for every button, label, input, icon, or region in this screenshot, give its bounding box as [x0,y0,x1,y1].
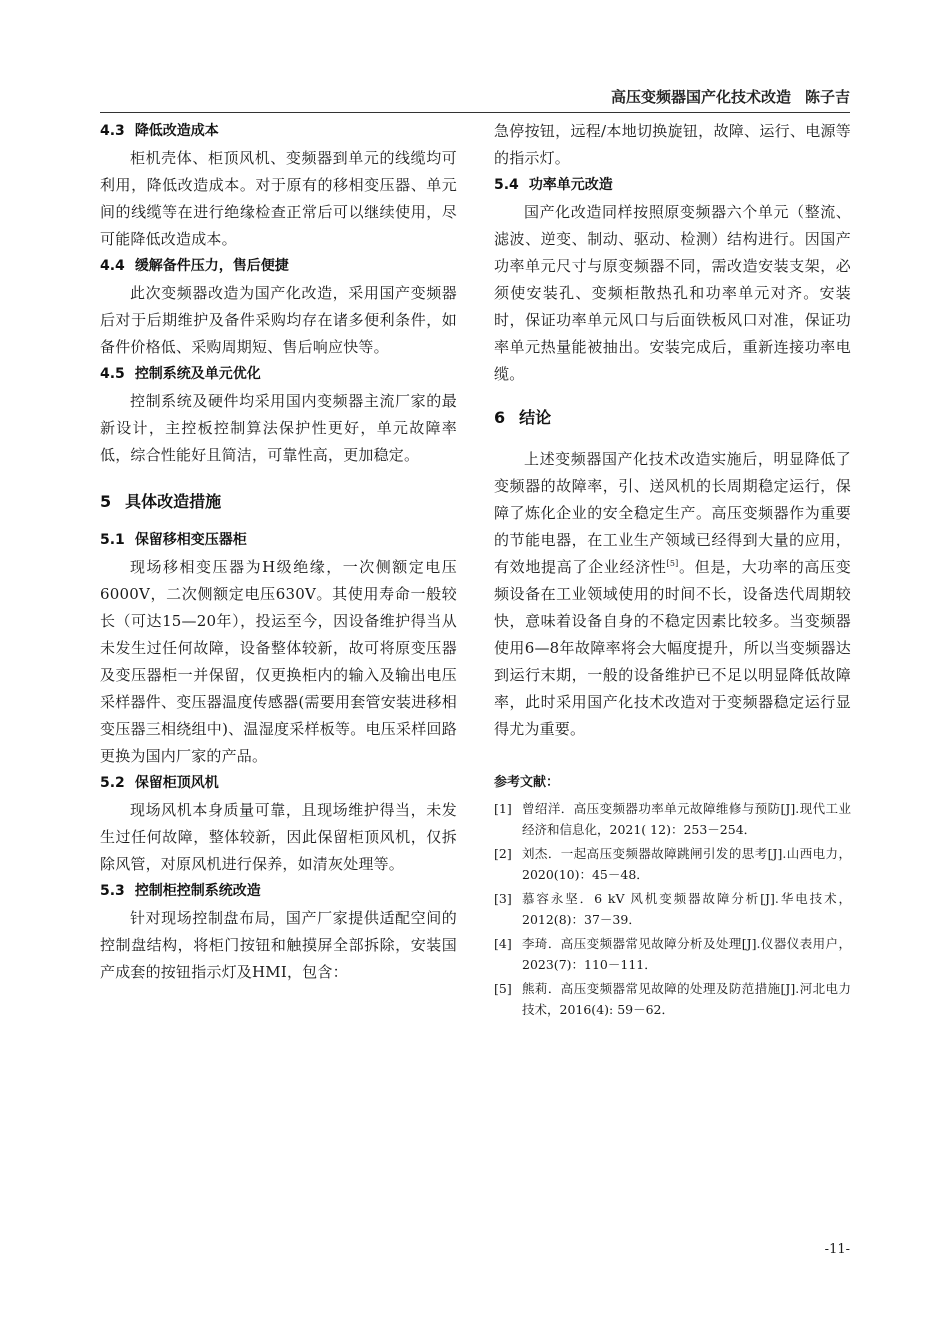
section-5-3-continued: 急停按钮，远程/本地切换旋钮，故障、运行、电源等的指示灯。 [494,122,851,167]
reference-list [494,798,851,1020]
section-heading-5: 5 具体改造措施 [100,492,222,511]
section-4-4-text: 此次变频器改造为国产化改造，采用国产变频器后对于后期维护及备件采购均存在诸多便利条件，如备件价格低、采购周期短、售后响应快等。 [100,284,457,356]
section-heading-5-3: 5.3 控制柜控制系统改造 [100,883,261,899]
reference-item: [1] 曾绍洋．高压变频器功率单元故障维修与预防[J].现代工业经济和信息化，2021( 12)：253－254． [494,801,851,837]
page-number: -11- [824,1242,850,1257]
left-column [100,118,457,986]
section-5-2-text: 现场风机本身质量可靠，且现场维护得当，未发生过任何故障，整体较新，因此保留柜顶风机，仅拆除风管，对原风机进行保养，如清灰处理等。 [100,801,457,873]
running-header [100,86,850,107]
section-heading-5-2: 5.2 保留柜顶风机 [100,775,219,791]
running-header-author: 陈子吉 [804,88,850,106]
header-rule [100,112,850,113]
section-5-4-text: 国产化改造同样按照原变频器六个单元（整流、滤波、逆变、制动、驱动、检测）结构进行。因国产功率单元尺寸与原变频器不同，需改造安装支架，必须使安装孔、变频柜散热孔和功率单元对齐。安装时，保证功率单元风口与后面铁板风口对准，保证功率单元热量能被抽出。安装完成后，重新连接功率电缆。 [494,203,851,383]
reference-item: [4] 李琦．高压变频器常见故障分析及处理[J].仪器仪表用户，2023(7)：110－111． [494,936,851,972]
section-5-1-text: 现场移相变压器为H级绝缘，一次侧额定电压6000V，二次侧额定电压630V。其使用寿命一般较长（可达15—20年），投运至今，因设备维护得当从未发生过任何故障，设备整体较新，故可将原变压器及变压器柜一并保留，仅更换柜内的输入及输出电压采样器件、变压器温度传感器(需要用套管安装进移相变压器三相绕组中)、温湿度采样板等。电压采样回路更换为国内厂家的产品。 [100,558,457,765]
section-heading-5-1: 5.1 保留移相变压器柜 [100,532,247,548]
reference-item: [2] 刘杰．一起高压变频器故障跳闸引发的思考[J].山西电力，2020(10)：45－48． [494,846,851,882]
citation-marker: [5] [666,559,679,568]
section-heading-4-5: 4.5 控制系统及单元优化 [100,366,261,382]
section-heading-4-3: 4.3 降低改造成本 [100,123,219,139]
running-header-title: 高压变频器国产化技术改造 [610,88,791,106]
reference-item: [3] 慕容永坚．6 kV 风机变频器故障分析[J].华电技术，2012(8)：37－39． [494,891,851,927]
references-title: 参考文献： [494,775,560,790]
reference-item: [5] 熊莉．高压变频器常见故障的处理及防范措施[J].河北电力技术，2016(4): 59－62． [494,981,851,1017]
section-heading-4-4: 4.4 缓解备件压力，售后便捷 [100,258,289,274]
conclusion-text: 上述变频器国产化技术改造实施后，明显降低了变频器的故障率，引、送风机的长周期稳定运行，保障了炼化企业的安全稳定生产。高压变频器作为重要的节能电器，在工业生产领域已经得到大量的应用，有效地提高了企业经济性[5]。但是，大功率的高压变频设备在工业领域使用的时间不长，设备迭代周期较快，意味着设备自身的不稳定因素比较多。当变频器使用6—8年故障率将会大幅度提升，所以当变频器达到运行末期，一般的设备维护已不足以明显降低故障率，此时采用国产化技术改造对于变频器稳定运行显得尤为重要。 [494,450,851,738]
section-4-3-text: 柜机壳体、柜顶风机、变频器到单元的线缆均可利用，降低改造成本。对于原有的移相变压器、单元间的线缆等在进行绝缘检查正常后可以继续使用，尽可能降低改造成本。 [100,149,457,248]
section-4-5-text: 控制系统及硬件均采用国内变频器主流厂家的最新设计，主控板控制算法保护性更好，单元故障率低，综合性能好且简洁，可靠性高，更加稳定。 [100,392,457,464]
section-5-3-text: 针对现场控制盘布局，国产厂家提供适配空间的控制盘结构，将柜门按钮和触摸屏全部拆除，安装国产成套的按钮指示灯及HMI，包含： [100,909,457,981]
section-heading-5-4: 5.4 功率单元改造 [494,177,613,193]
section-heading-6: 6 结论 [494,408,552,427]
right-column [494,118,851,1023]
